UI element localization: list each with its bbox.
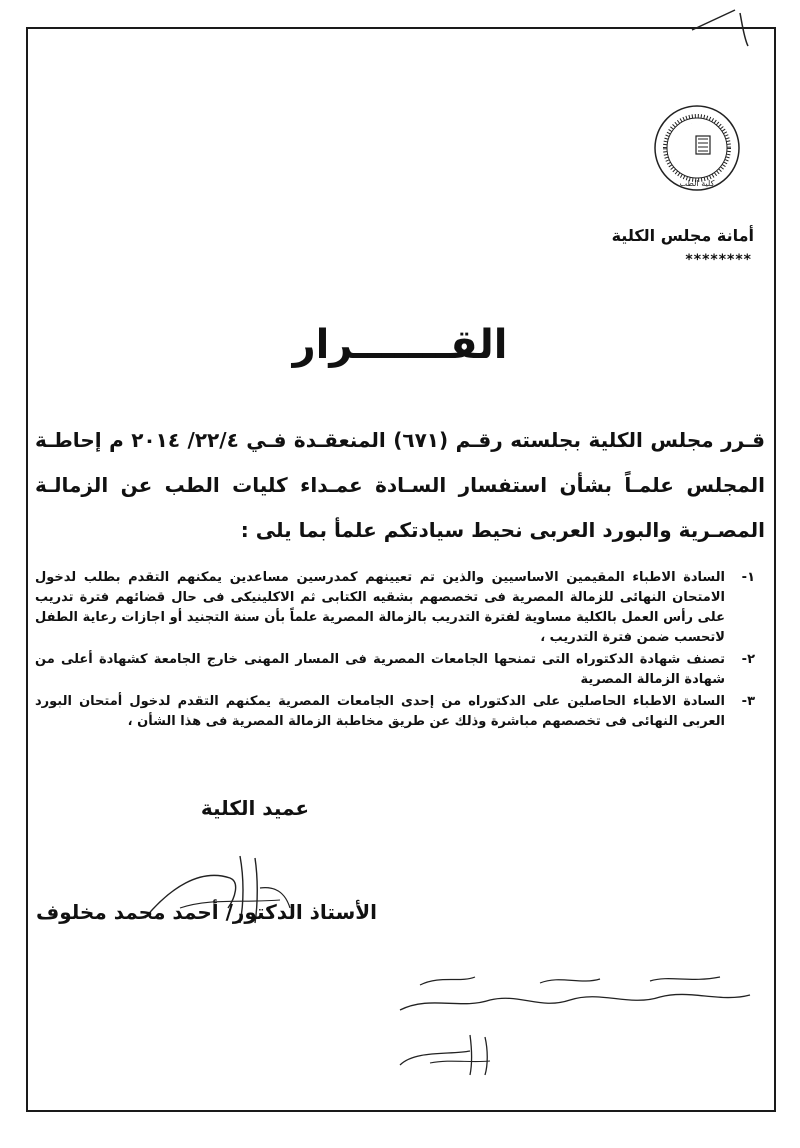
council-secretariat-label: أمانة مجلس الكلية <box>611 226 754 245</box>
item-number: ٣- <box>741 694 755 709</box>
decision-intro-paragraph: قـرر مجلس الكلية بجلسته رقـم (٦٧١) المنعقـدة فـي ٢٢/٤/ ٢٠١٤ م إحاطـة المجلس علمـاً بشأن استفسار السـادة عمـداء كليات الطب عن الزمالـة المصـرية والبورد العربى نحيط سيادتكم علمأ بما يلى : <box>35 428 766 542</box>
decision-items-list <box>35 568 755 734</box>
item-text: تصنف شهادة الدكتوراه التى تمنحها الجامعات المصرية فى المسار المهنى خارج الجامعة كشهادة أعلى من شهادة الزمالة المصرية <box>35 652 725 687</box>
list-item <box>35 692 755 732</box>
dean-name: الأستاذ الدكتور/ أحمد محمد مخلوف <box>36 900 377 924</box>
item-text: السادة الاطباء المقيمين الاساسيين والذين تم تعيينهم كمدرسين مساعدين يمكنهم التقدم بطلب لدخول الامتحان النهائى للزمالة المصرية فى تخصصهم بشقيه الكتابى ثم الاكلينيكى فى حال قضائهم فترة تدريب على رأس العمل بالكلية مساوية لفترة التدريب بالزمالة المصرية علماً بأن سنة التجنيد أو اجازات رعاية الطفل لاتحسب ضمن فترة التدريب ، <box>35 570 725 645</box>
stars-separator: ******** <box>685 252 752 268</box>
item-number: ١- <box>741 570 755 585</box>
decision-title: القـــــــرار <box>292 322 508 368</box>
handwritten-corner-mark <box>690 8 760 48</box>
faculty-seal-logo <box>652 98 742 198</box>
seal-arabic-label: كلية الطب <box>679 179 715 188</box>
handwritten-note <box>390 955 790 1085</box>
list-item <box>35 568 755 648</box>
item-text: السادة الاطباء الحاصلين على الدكتوراه من إحدى الجامعات المصرية يمكنهم التقدم لدخول أمتحان البورد العربى النهائى فى تخصصهم مباشرة وذلك عن طريق مخاطبة الزمالة المصرية فى هذا الشأن ، <box>35 694 725 729</box>
dean-title: عميد الكلية <box>200 796 310 820</box>
item-number: ٢- <box>741 652 755 667</box>
list-item <box>35 650 755 690</box>
